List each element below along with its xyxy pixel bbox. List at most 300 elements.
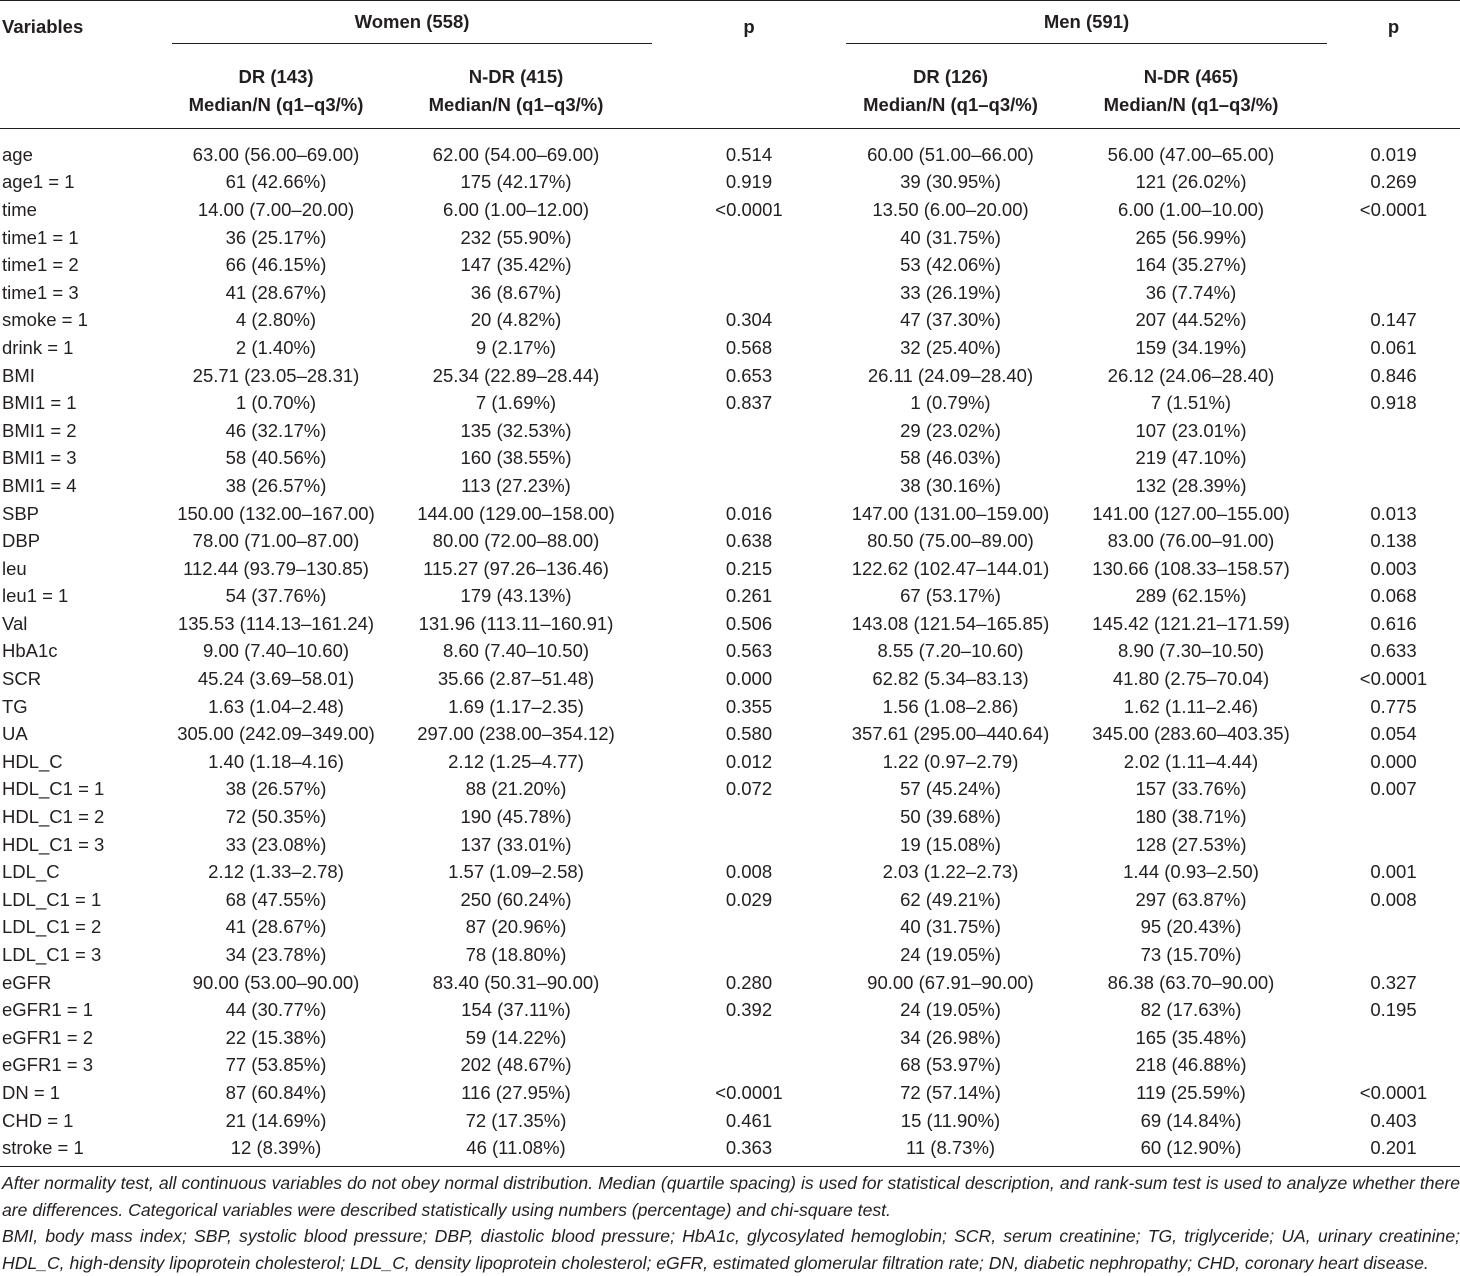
cell-women-ndr: 1.69 (1.17–2.35) [448, 695, 584, 717]
cell-men-dr: 47 (37.30%) [900, 309, 1001, 331]
cell-women-dr: 63.00 (56.00–69.00) [192, 143, 360, 165]
table-row [0, 527, 1460, 555]
header-women-group [172, 1, 652, 53]
cell-men-ndr: 26.12 (24.06–28.40) [1107, 364, 1275, 386]
cell-men-dr: 53 (42.06%) [900, 254, 1001, 276]
cell-women-ndr: 62.00 (54.00–69.00) [432, 143, 600, 165]
cell-p-women: 0.029 [725, 888, 773, 910]
cell-women-ndr: 297.00 (238.00–354.12) [417, 723, 615, 745]
cell-women-dr: 36 (25.17%) [225, 226, 327, 248]
cell-p-women: 0.016 [725, 502, 773, 524]
table-row [0, 858, 1460, 886]
cell-variable: SCR [2, 668, 42, 690]
cell-variable: HbA1c [2, 640, 58, 662]
cell-women-ndr: 232 (55.90%) [460, 226, 572, 248]
cell-variable: HDL_C1 = 1 [2, 778, 105, 800]
cell-p-men [1327, 224, 1460, 252]
cell-women-ndr: 46 (11.08%) [466, 1137, 566, 1159]
cell-p-women: <0.0001 [715, 198, 783, 220]
cell-p-men: <0.0001 [1359, 198, 1428, 220]
table-row [0, 583, 1460, 611]
cell-men-ndr: 130.66 (108.33–158.57) [1092, 557, 1290, 579]
table-row [0, 472, 1460, 500]
cell-women-ndr: 190 (45.78%) [460, 806, 572, 828]
table-row [0, 251, 1460, 279]
cell-variable: age1 = 1 [2, 171, 75, 193]
table-row [0, 362, 1460, 390]
cell-men-dr: 68 (53.97%) [900, 1054, 1001, 1076]
cell-women-dr: 135.53 (114.13–161.24) [177, 612, 375, 634]
table-row [0, 969, 1460, 997]
cell-p-women [652, 417, 846, 445]
cell-p-men: 0.061 [1370, 336, 1417, 358]
cell-variable: eGFR1 = 2 [2, 1026, 94, 1048]
cell-p-women [652, 472, 846, 500]
cell-variable: LDL_C1 = 1 [2, 888, 102, 910]
table-row [0, 279, 1460, 307]
cell-men-dr: 72 (57.14%) [900, 1081, 1001, 1103]
cell-p-men [1327, 417, 1460, 445]
cell-variable: LDL_C1 = 2 [2, 916, 102, 938]
cell-variable: BMI1 = 2 [2, 419, 77, 441]
cell-p-men: 0.068 [1370, 585, 1417, 607]
cell-p-men: 0.327 [1370, 971, 1417, 993]
cell-men-ndr: 218 (46.88%) [1135, 1054, 1247, 1076]
cell-women-dr: 9.00 (7.40–10.60) [202, 640, 350, 662]
table-row [0, 445, 1460, 473]
table-row [0, 307, 1460, 335]
cell-p-women: 0.072 [725, 778, 773, 800]
cell-p-men: 0.000 [1370, 750, 1417, 772]
cell-p-women: 0.012 [725, 750, 773, 772]
cell-women-ndr: 154 (37.11%) [461, 999, 571, 1021]
cell-p-men [1327, 279, 1460, 307]
cell-women-ndr: 80.00 (72.00–88.00) [432, 530, 600, 552]
cell-men-dr: 19 (15.08%) [900, 833, 1001, 855]
table-row [0, 638, 1460, 666]
cell-men-ndr: 7 (1.51%) [1150, 392, 1232, 414]
cell-variable: eGFR1 = 1 [2, 999, 94, 1021]
cell-women-ndr: 35.66 (2.87–51.48) [437, 668, 595, 690]
cell-p-men [1327, 1052, 1460, 1080]
cell-men-ndr: 1.44 (0.93–2.50) [1123, 861, 1259, 883]
cell-p-women [652, 445, 846, 473]
header-p-women: p [743, 16, 755, 37]
table-row [0, 996, 1460, 1024]
cell-men-dr: 38 (30.16%) [900, 474, 1001, 496]
cell-women-ndr: 144.00 (129.00–158.00) [417, 502, 615, 524]
cell-women-ndr: 135 (32.53%) [460, 419, 572, 441]
cell-women-ndr: 147 (35.42%) [460, 254, 572, 276]
cell-variable: LDL_C1 = 3 [2, 944, 102, 966]
cell-men-dr: 8.55 (7.20–10.60) [877, 640, 1024, 662]
cell-women-ndr: 1.57 (1.09–2.58) [448, 861, 584, 883]
cell-men-dr: 26.11 (24.09–28.40) [867, 364, 1034, 386]
cell-men-ndr: 8.90 (7.30–10.50) [1117, 640, 1265, 662]
cell-women-dr: 21 (14.69%) [225, 1109, 327, 1131]
cell-p-men [1327, 914, 1460, 942]
cell-p-men: <0.0001 [1359, 1081, 1428, 1103]
cell-women-dr: 41 (28.67%) [225, 281, 327, 303]
women-dr-subtitle: Median/N (q1–q3/%) [188, 93, 364, 115]
cell-women-ndr: 59 (14.22%) [465, 1026, 567, 1048]
cell-men-dr: 58 (46.03%) [900, 447, 1001, 469]
table-row [0, 224, 1460, 252]
cell-p-men: 0.147 [1370, 309, 1417, 331]
cell-variable: leu [2, 557, 27, 579]
cell-variable: HDL_C1 = 3 [2, 833, 105, 855]
cell-women-dr: 33 (23.08%) [225, 833, 327, 855]
cell-men-ndr: 345.00 (283.60–403.35) [1092, 723, 1290, 745]
cell-p-men: 0.403 [1370, 1109, 1417, 1131]
cell-men-ndr: 145.42 (121.21–171.59) [1092, 612, 1290, 634]
cell-women-dr: 1.63 (1.04–2.48) [208, 695, 344, 717]
cell-men-ndr: 132 (28.39%) [1135, 474, 1247, 496]
cell-p-men [1327, 1024, 1460, 1052]
cell-variable: Val [2, 612, 28, 634]
cell-variable: TG [2, 695, 28, 717]
cell-men-ndr: 141.00 (127.00–155.00) [1092, 502, 1290, 524]
table-row [0, 129, 1460, 169]
table-row [0, 196, 1460, 224]
cell-men-dr: 62.82 (5.34–83.13) [872, 668, 1029, 690]
cell-men-ndr: 56.00 (47.00–65.00) [1107, 143, 1275, 165]
header-row-subgroups [0, 53, 1460, 129]
cell-p-women: 0.653 [725, 364, 773, 386]
cell-variable: HDL_C [2, 750, 63, 772]
cell-variable: DBP [2, 530, 41, 552]
cell-p-men: 0.201 [1370, 1137, 1417, 1159]
cell-p-men: 0.054 [1370, 723, 1417, 745]
cell-men-dr: 15 (11.90%) [900, 1109, 1001, 1131]
table-row [0, 1079, 1460, 1107]
cell-p-men: 0.775 [1370, 695, 1417, 717]
table-row [0, 1107, 1460, 1135]
table-row [0, 693, 1460, 721]
cell-women-ndr: 9 (2.17%) [475, 336, 557, 358]
cell-women-ndr: 8.60 (7.40–10.50) [442, 640, 590, 662]
cell-men-dr: 357.61 (295.00–440.64) [851, 723, 1050, 745]
cell-variable: BMI1 = 1 [2, 392, 77, 414]
cell-variable: stroke = 1 [2, 1137, 84, 1159]
cell-men-ndr: 107 (23.01%) [1135, 419, 1247, 441]
men-dr-title: DR (126) [912, 65, 989, 87]
table-row [0, 748, 1460, 776]
cell-women-dr: 78.00 (71.00–87.00) [192, 530, 360, 552]
cell-p-women [652, 251, 846, 279]
cell-women-ndr: 250 (60.24%) [460, 888, 572, 910]
cell-p-women [652, 831, 846, 859]
table-row [0, 831, 1460, 859]
cell-p-women: 0.506 [725, 612, 773, 634]
header-row-groups [0, 1, 1460, 53]
table-row [0, 169, 1460, 197]
cell-men-ndr: 164 (35.27%) [1135, 254, 1247, 276]
cell-men-ndr: 180 (38.71%) [1135, 806, 1247, 828]
cell-men-dr: 50 (39.68%) [900, 806, 1001, 828]
cell-men-ndr: 2.02 (1.11–4.44) [1123, 750, 1259, 772]
cell-p-men: 0.269 [1370, 171, 1417, 193]
header-men-ndr [1055, 53, 1327, 129]
cell-women-ndr: 2.12 (1.25–4.77) [448, 750, 584, 772]
cell-p-women: 0.580 [725, 723, 773, 745]
cell-women-dr: 38 (26.57%) [225, 778, 327, 800]
cell-women-dr: 14.00 (7.00–20.00) [197, 198, 355, 220]
cell-women-ndr: 202 (48.67%) [460, 1054, 572, 1076]
cell-women-dr: 1 (0.70%) [235, 392, 317, 414]
header-p-men: p [1387, 16, 1400, 37]
cell-men-ndr: 95 (20.43%) [1140, 916, 1242, 938]
cell-men-ndr: 297 (63.87%) [1135, 888, 1247, 910]
cell-women-ndr: 131.96 (113.11–160.91) [418, 612, 614, 634]
cell-women-ndr: 179 (43.13%) [460, 585, 572, 607]
cell-women-dr: 1.40 (1.18–4.16) [208, 750, 344, 772]
footnote-abbreviations: BMI, body mass index; SBP, systolic blood pressure; DBP, diastolic blood pressure; HbA1c, glycosylated hemoglobin; SCR, serum creatinine; TG, triglyceride; UA, urinary creatinine; HDL_C, high-density lipoprotein cholesterol; LDL_C, density lipoprotein cholesterol; eGFR, estimated glomerular filtration rate; DN, diabetic nephropathy; CHD, coronary heart disease. [2, 1226, 1460, 1273]
women-dr-title: DR (143) [238, 65, 314, 87]
cell-men-dr: 67 (53.17%) [900, 585, 1001, 607]
cell-p-men: <0.0001 [1359, 668, 1428, 690]
cell-p-women: 0.304 [725, 309, 773, 331]
header-men-group [846, 1, 1327, 53]
cell-p-women [652, 1052, 846, 1080]
cell-men-dr: 24 (19.05%) [900, 999, 1001, 1021]
cell-p-men: 0.013 [1370, 502, 1417, 524]
cell-men-dr: 39 (30.95%) [900, 171, 1001, 193]
cell-women-ndr: 7 (1.69%) [475, 392, 557, 414]
women-ndr-title: N-DR (415) [468, 65, 564, 87]
cell-p-men: 0.616 [1370, 612, 1417, 634]
cell-p-men [1327, 472, 1460, 500]
cell-p-men [1327, 445, 1460, 473]
cell-p-men: 0.918 [1370, 392, 1417, 414]
cell-p-women: 0.392 [725, 999, 773, 1021]
table-body [0, 129, 1460, 1167]
women-group-label: Women (558) [172, 11, 652, 44]
cell-men-dr: 40 (31.75%) [900, 916, 1001, 938]
cell-men-ndr: 86.38 (63.70–90.00) [1107, 971, 1275, 993]
cell-p-women: 0.215 [725, 557, 773, 579]
cell-p-women: 0.563 [725, 640, 773, 662]
cell-women-ndr: 25.34 (22.89–28.44) [432, 364, 600, 386]
table-row [0, 500, 1460, 528]
cell-women-ndr: 20 (4.82%) [470, 309, 562, 331]
cell-men-ndr: 1.62 (1.11–2.46) [1123, 695, 1259, 717]
cell-women-dr: 46 (32.17%) [225, 419, 327, 441]
cell-p-women [652, 279, 846, 307]
cell-men-dr: 34 (26.98%) [900, 1026, 1001, 1048]
table-row [0, 776, 1460, 804]
cell-variable: DN = 1 [2, 1081, 61, 1103]
cell-p-women: 0.568 [725, 336, 773, 358]
cell-p-men: 0.001 [1370, 861, 1417, 883]
cell-women-ndr: 83.40 (50.31–90.00) [432, 971, 600, 993]
cell-p-women [652, 1024, 846, 1052]
cell-men-dr: 1.22 (0.97–2.79) [882, 750, 1019, 772]
cell-p-men: 0.138 [1370, 530, 1417, 552]
cell-women-dr: 90.00 (53.00–90.00) [192, 971, 360, 993]
cell-p-men: 0.846 [1370, 364, 1417, 386]
table-row [0, 1024, 1460, 1052]
men-group-label: Men (591) [846, 11, 1327, 44]
cell-men-ndr: 289 (62.15%) [1135, 585, 1247, 607]
table-row [0, 720, 1460, 748]
cell-p-women [652, 941, 846, 969]
cell-women-dr: 61 (42.66%) [225, 171, 327, 193]
women-ndr-subtitle: Median/N (q1–q3/%) [428, 93, 604, 115]
cell-women-dr: 4 (2.80%) [235, 309, 317, 331]
cell-p-men [1327, 941, 1460, 969]
cell-women-dr: 2.12 (1.33–2.78) [208, 861, 344, 883]
header-men-dr [846, 53, 1055, 129]
header-women-dr [172, 53, 380, 129]
cell-women-dr: 68 (47.55%) [225, 888, 327, 910]
cell-men-ndr: 119 (25.59%) [1136, 1081, 1246, 1103]
cell-variable: eGFR1 = 3 [2, 1054, 94, 1076]
cell-variable: CHD = 1 [2, 1109, 74, 1131]
cell-women-dr: 45.24 (3.69–58.01) [197, 668, 355, 690]
cell-men-dr: 33 (26.19%) [900, 281, 1001, 303]
cell-women-dr: 38 (26.57%) [225, 474, 327, 496]
cell-men-ndr: 82 (17.63%) [1140, 999, 1242, 1021]
cell-men-dr: 60.00 (51.00–66.00) [867, 143, 1034, 165]
cell-women-ndr: 6.00 (1.00–12.00) [442, 198, 590, 220]
cell-men-ndr: 69 (14.84%) [1140, 1109, 1242, 1131]
cell-women-dr: 12 (8.39%) [230, 1137, 322, 1159]
cell-men-dr: 80.50 (75.00–89.00) [867, 530, 1034, 552]
cell-men-dr: 40 (31.75%) [900, 226, 1001, 248]
cell-variable: time1 = 2 [2, 254, 79, 276]
table-row [0, 914, 1460, 942]
cell-men-ndr: 83.00 (76.00–91.00) [1107, 530, 1275, 552]
cell-men-dr: 147.00 (131.00–159.00) [851, 502, 1050, 524]
cell-variable: drink = 1 [2, 336, 74, 358]
table-row [0, 1134, 1460, 1166]
cell-p-women: 0.919 [725, 171, 773, 193]
cell-women-ndr: 78 (18.80%) [465, 944, 567, 966]
cell-men-dr: 11 (8.73%) [905, 1137, 996, 1159]
table-footnotes [0, 1170, 1460, 1276]
cell-p-women [652, 914, 846, 942]
cell-p-women: 0.461 [725, 1109, 773, 1131]
cell-p-men [1327, 251, 1460, 279]
cell-women-ndr: 87 (20.96%) [465, 916, 567, 938]
table-row [0, 941, 1460, 969]
cell-variable: BMI [2, 364, 35, 386]
cell-p-men: 0.019 [1370, 143, 1417, 165]
cell-women-ndr: 88 (21.20%) [465, 778, 567, 800]
cell-men-ndr: 265 (56.99%) [1135, 226, 1247, 248]
cell-men-dr: 24 (19.05%) [900, 944, 1001, 966]
footnote-normality: After normality test, all continuous variables do not obey normal distribution. Median (quartile spacing) is used for statistical description, and rank-sum test is used to analyze whether there are differences. Categorical variables were described statistically using numbers (percentage) and chi-square test. [2, 1173, 1460, 1220]
cell-women-dr: 87 (60.84%) [225, 1081, 327, 1103]
cell-p-men [1327, 803, 1460, 831]
cell-variable: HDL_C1 = 2 [2, 806, 105, 828]
cell-p-women: 0.363 [725, 1137, 773, 1159]
table-row [0, 1052, 1460, 1080]
cell-p-women: 0.280 [725, 971, 773, 993]
cell-men-ndr: 73 (15.70%) [1140, 944, 1242, 966]
cell-women-ndr: 115.27 (97.26–136.46) [423, 557, 609, 579]
cell-men-ndr: 121 (26.02%) [1135, 171, 1247, 193]
cell-women-dr: 41 (28.67%) [225, 916, 327, 938]
cell-variable: age [2, 143, 33, 165]
cell-women-dr: 72 (50.35%) [225, 806, 327, 828]
table-row [0, 389, 1460, 417]
cell-p-men [1327, 831, 1460, 859]
cell-women-dr: 150.00 (132.00–167.00) [177, 502, 375, 524]
cell-p-women: <0.0001 [715, 1081, 783, 1103]
cell-p-women: 0.008 [725, 861, 773, 883]
cell-men-dr: 13.50 (6.00–20.00) [872, 198, 1029, 220]
cell-women-dr: 66 (46.15%) [225, 254, 327, 276]
cell-men-dr: 1 (0.79%) [910, 392, 991, 414]
cell-p-men: 0.008 [1370, 888, 1417, 910]
cell-women-ndr: 160 (38.55%) [460, 447, 572, 469]
cell-men-dr: 143.08 (121.54–165.85) [851, 612, 1050, 634]
cell-women-ndr: 72 (17.35%) [465, 1109, 567, 1131]
cell-men-ndr: 159 (34.19%) [1135, 336, 1247, 358]
cell-variable: smoke = 1 [2, 309, 88, 331]
men-dr-subtitle: Median/N (q1–q3/%) [863, 93, 1038, 115]
cell-women-ndr: 137 (33.01%) [460, 833, 572, 855]
cell-women-dr: 22 (15.38%) [225, 1026, 327, 1048]
cell-p-women: 0.514 [725, 143, 773, 165]
cell-men-dr: 2.03 (1.22–2.73) [882, 861, 1019, 883]
cell-p-women: 0.837 [725, 392, 773, 414]
cell-men-ndr: 219 (47.10%) [1135, 447, 1247, 469]
men-ndr-title: N-DR (465) [1143, 65, 1239, 87]
cell-p-men: 0.633 [1370, 640, 1417, 662]
men-ndr-subtitle: Median/N (q1–q3/%) [1103, 93, 1279, 115]
table-row [0, 610, 1460, 638]
cell-women-ndr: 175 (42.17%) [460, 171, 572, 193]
cell-women-dr: 2 (1.40%) [235, 336, 317, 358]
cell-p-women: 0.261 [725, 585, 773, 607]
cell-men-dr: 29 (23.02%) [900, 419, 1001, 441]
header-variables: Variables [2, 16, 84, 37]
cell-p-women [652, 803, 846, 831]
cell-men-ndr: 60 (12.90%) [1140, 1137, 1242, 1159]
cell-men-ndr: 128 (27.53%) [1135, 833, 1247, 855]
cell-women-dr: 44 (30.77%) [225, 999, 327, 1021]
cell-men-dr: 90.00 (67.91–90.00) [867, 971, 1034, 993]
cell-p-women: 0.000 [725, 668, 773, 690]
cell-women-ndr: 116 (27.95%) [461, 1081, 571, 1103]
cell-women-dr: 54 (37.76%) [225, 585, 327, 607]
cell-women-dr: 305.00 (242.09–349.00) [177, 723, 375, 745]
cell-men-ndr: 207 (44.52%) [1135, 309, 1247, 331]
cell-p-women [652, 224, 846, 252]
table-row [0, 886, 1460, 914]
cell-women-dr: 34 (23.78%) [225, 944, 327, 966]
table-row [0, 334, 1460, 362]
cell-p-men: 0.195 [1370, 999, 1417, 1021]
cell-men-ndr: 165 (35.48%) [1135, 1026, 1247, 1048]
cell-women-dr: 112.44 (93.79–130.85) [183, 557, 369, 579]
table-row [0, 803, 1460, 831]
cell-variable: BMI1 = 4 [2, 474, 77, 496]
cell-variable: leu1 = 1 [2, 585, 69, 607]
cell-p-women: 0.638 [725, 530, 773, 552]
cell-variable: time1 = 3 [2, 281, 79, 303]
table-row [0, 555, 1460, 583]
cell-variable: UA [2, 723, 28, 745]
cell-women-ndr: 113 (27.23%) [461, 474, 571, 496]
cell-women-dr: 25.71 (23.05–28.31) [192, 364, 360, 386]
cell-men-dr: 122.62 (102.47–144.01) [851, 557, 1050, 579]
cell-variable: BMI1 = 3 [2, 447, 77, 469]
cell-women-dr: 58 (40.56%) [225, 447, 327, 469]
